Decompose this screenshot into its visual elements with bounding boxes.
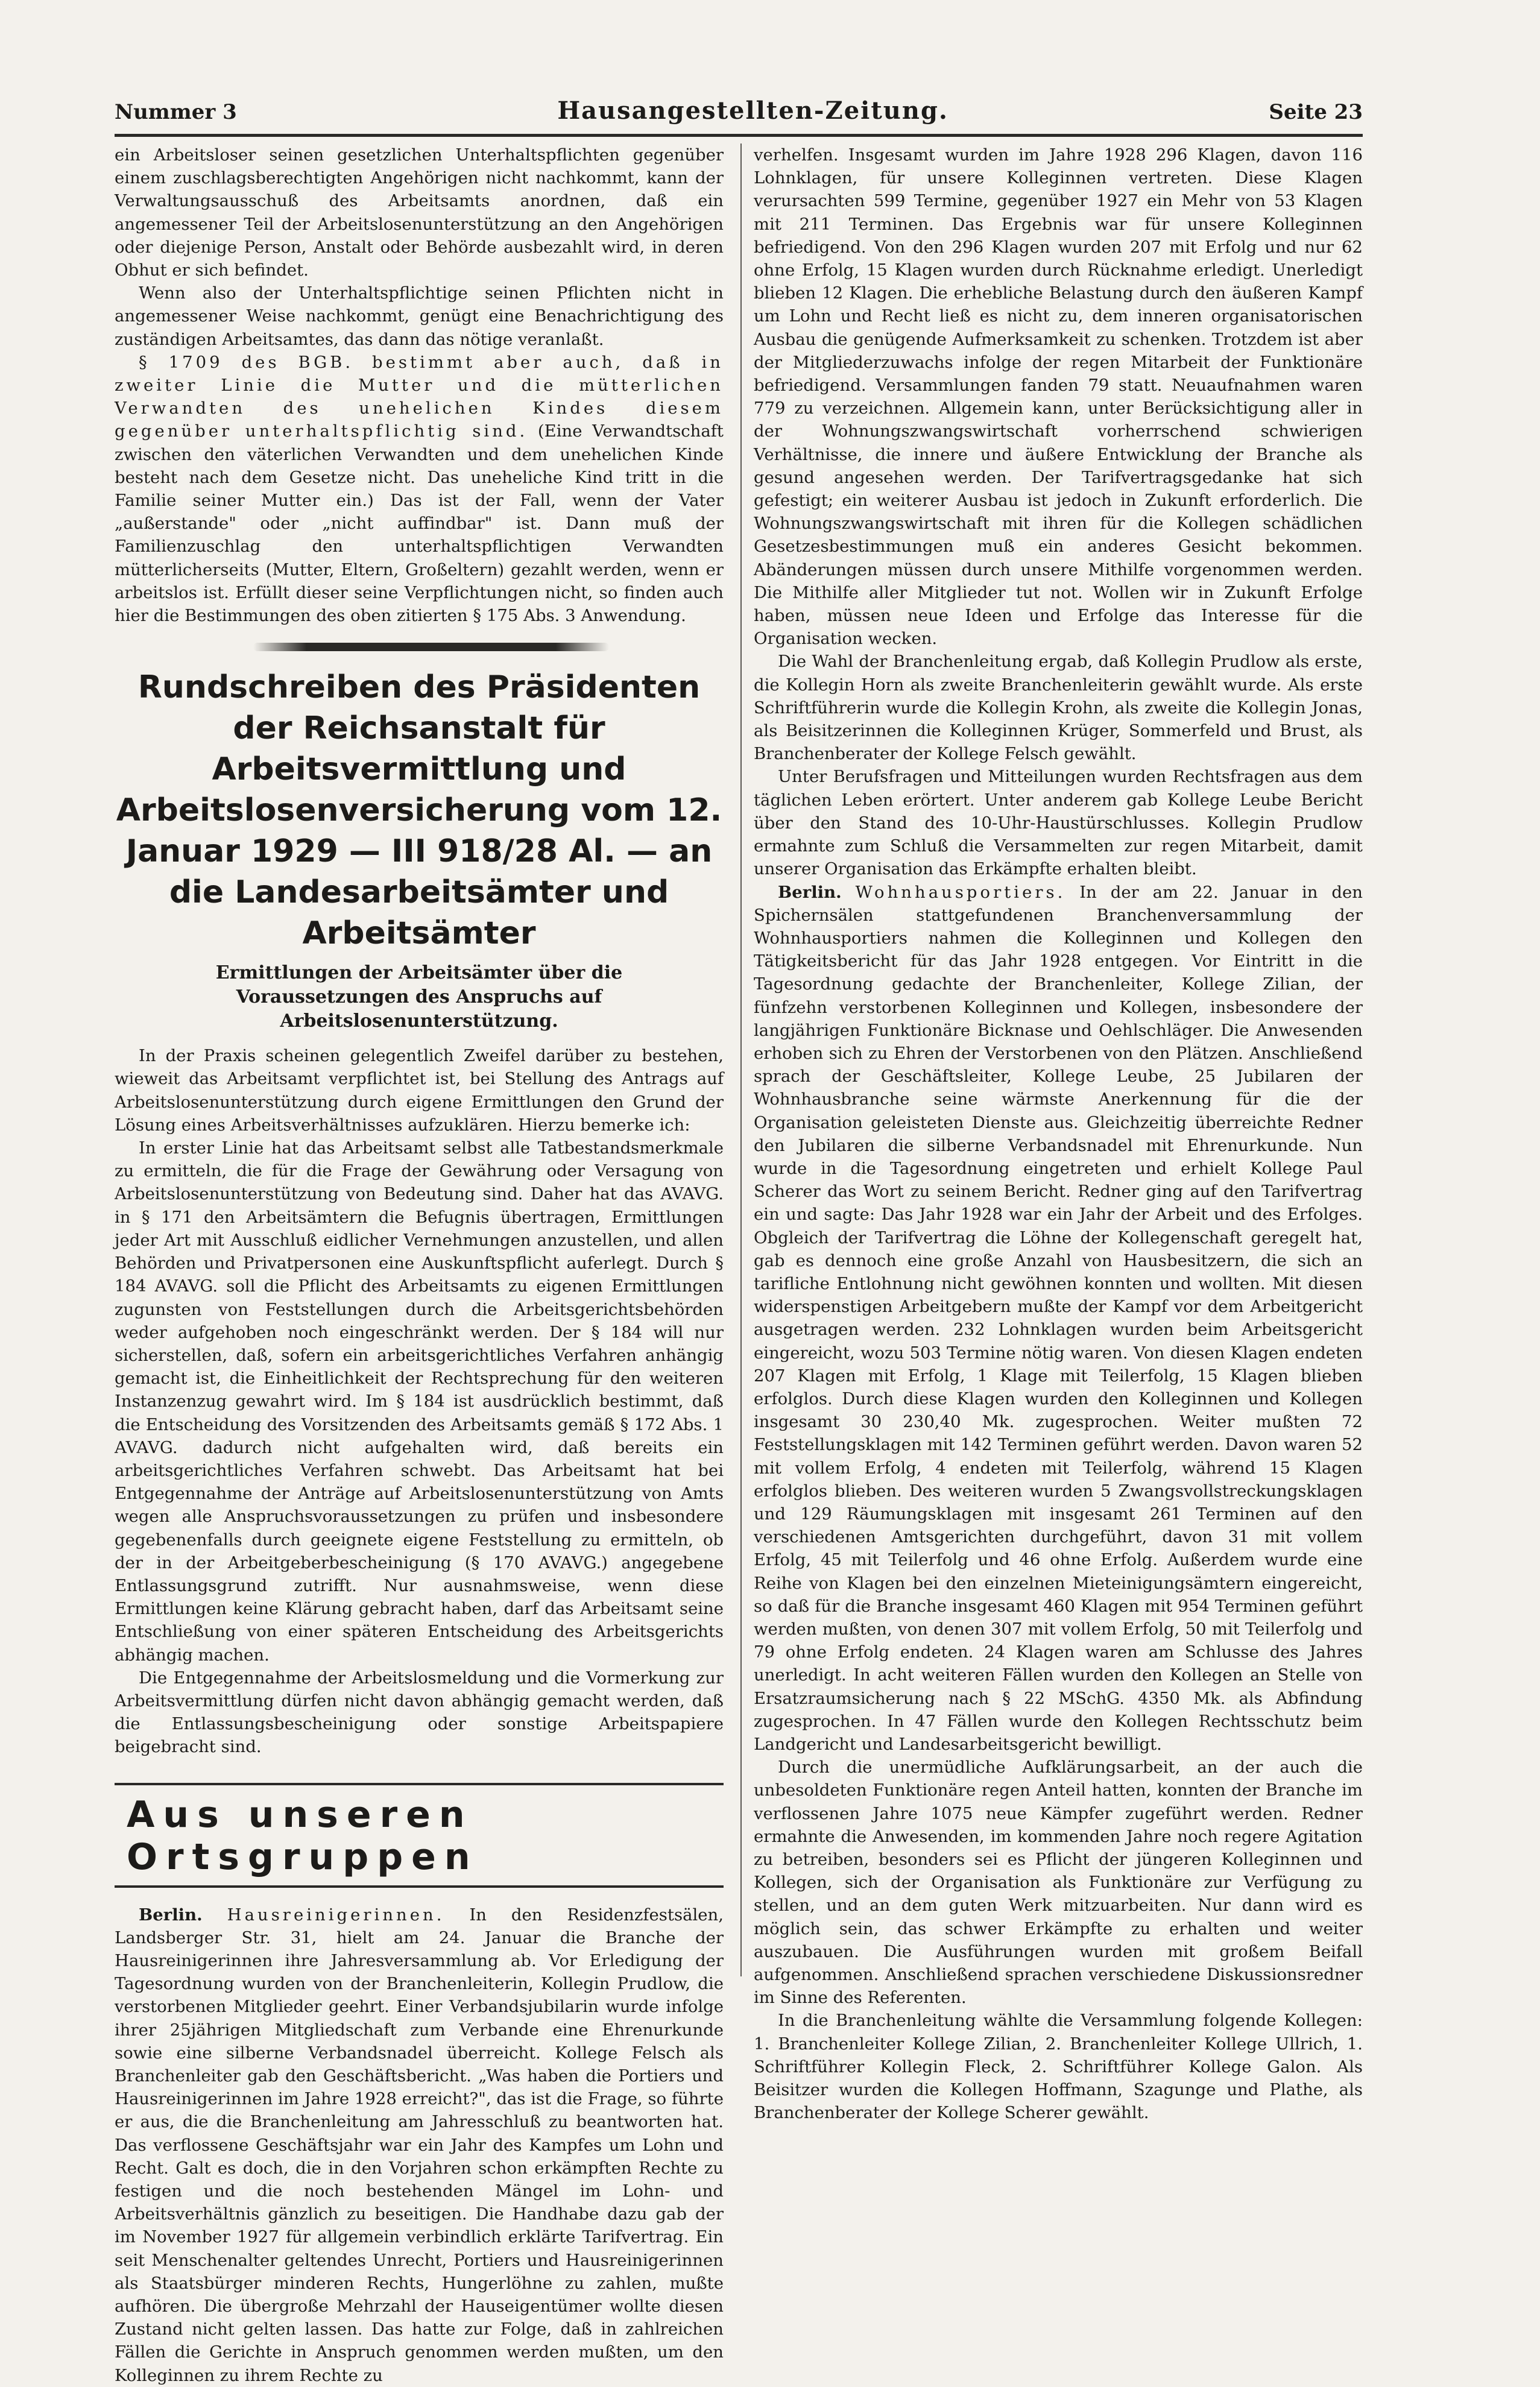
paragraph: Durch die unermüdliche Aufklärungsarbeit, an der auch die unbesoldeten Funktionäre regen Anteil hatten, konnten der Branche im verflossenen Jahre 1075 neue Kämpfer zugeführt werden. Redner ermahnte die Anwesenden, im kommenden Jahre noch regere Agitation zu betreiben, besonders sei es Pflicht der jüngeren Kolleginnen und Kollegen, sich der Organisation als Funktionäre zur Verfügung zu stellen, und an dem guten Werk mitzuarbeiten. Nur dann wird es möglich sein, das schwer Erkämpfte zu erhalten und weiter auszubauen. Die Ausführungen wurden mit großem Beifall aufgenommen. Anschließend sprachen verschiedene Diskussionsredner im Sinne des Referenten. (754, 1758, 1363, 2008)
issue-number: Nummer 3 (115, 100, 237, 124)
spaced-text: § 1709 des BGB. bestimmt aber auch, daß in zweiter Linie die Mutter und die mütterlichen Verwandten des unehelichen Kindes diesem gegenüber unterhaltspflichtig sind. (115, 352, 724, 441)
paragraph: Wenn also der Unterhaltspflichtige seinen Pflichten nicht in angemessener Weise nachkommt, genügt eine Benachrichtigung des zuständigen Arbeitsamtes, das dann das nötige veranlaßt. (115, 283, 724, 349)
branch-label: Wohnhausportiers. (855, 882, 1066, 902)
paragraph: In erster Linie hat das Arbeitsamt selbst alle Tatbestandsmerkmale zu ermitteln, die für die Frage der Gewährung oder Versagung von Arbeitslosenunterstützung von Bedeutung sind. Daher hat das AVAVG. in § 171 den Arbeitsämtern die Befugnis übertragen, Ermittlungen jeder Art mit Ausschluß eidlicher Vernehmungen anzustellen, und allen Behörden und Privatpersonen eine Auskunftspflicht auferlegt. Durch § 184 AVAVG. soll die Pflicht des Arbeitsamts zu eigenen Ermittlungen zugunsten von Feststellungen durch die Arbeitsgerichtsbehörden weder aufgehoben noch eingeschränkt werden. Der § 184 will nur sicherstellen, daß, sofern ein arbeitsgerichtliches Verfahren anhängig gemacht ist, die Einheitlichkeit der Rechtsprechung für den weiteren Instanzenzug gewahrt wird. Im § 184 ist ausdrücklich bestimmt, daß die Entscheidung des Vorsitzenden des Arbeitsamts gemäß § 172 Abs. 1 AVAVG. dadurch nicht aufgehalten wird, daß bereits ein arbeitsgerichtliches Verfahren schwebt. Das Arbeitsamt hat bei Entgegennahme der Anträge auf Arbeitslosenunterstützung von Amts wegen alle Anspruchsvoraussetzungen zu prüfen und insbesondere gegebenenfalls durch geeignete eigene Feststellung zu ermitteln, ob der in der Arbeitgeberbescheinigung (§ 170 AVAVG.) angegebene Entlassungsgrund zutrifft. Nur ausnahmsweise, wenn diese Ermittlungen keine Klärung gebracht haben, darf das Arbeitsamt seine Entschließung von einer späteren Entscheidung des Arbeitsgerichts abhängig machen. (115, 1138, 724, 1665)
column-divider (740, 143, 742, 1976)
paragraph (115, 351, 724, 627)
branch-label: Hausreinigerinnen. (227, 1905, 445, 1925)
paragraph: Die Wahl der Branchenleitung ergab, daß Kollegin Prudlow als erste, die Kollegin Horn als zweite Branchenleiterin gewählt wurde. Als erste Schriftführerin wurde die Kollegin Krohn, als zweite die Kollegin Jonas, als Beisitzerinnen die Kolleginnen Krüger, Sommerfeld und Brust, als Branchenberater der Kollege Felsch gewählt. (754, 652, 1363, 764)
paragraph-text: In den Residenzfestsälen, Landsberger Str. 31, hielt am 24. Januar die Branche der Hausreinigerinnen ihre Jahresversammlung ab. Vor Erledigung der Tagesordnung wurden von der Branchenleiterin, Kollegin Prudlow, die verstorbenen Mitglieder geehrt. Einer Verbandsjubilarin wurde infolge ihrer 25jährigen Mitgliedschaft zum Verbande eine Ehrenurkunde sowie eine silberne Verbandsnadel überreicht. Kollege Felsch als Branchenleiter gab den Geschäftsbericht. „Was haben die Portiers und Hausreinigerinnen im Jahre 1928 erreicht?", das ist die Frage, so führte er aus, die die Branchenleitung am Jahresschluß zu beantworten hat. Das verflossene Geschäftsjahr war ein Jahr des Kampfes um Lohn und Recht. Galt es doch, die in den Vorjahren schon erkämpften Rechte zu festigen und die noch bestehenden Mängel im Lohn- und Arbeitsverhältnis gänzlich zu beseitigen. Die Handhabe dazu gab der im November 1927 für allgemein verbindlich erklärte Tarifvertrag. Ein seit Menschenalter geltendes Unrecht, Portiers und Hausreinigerinnen als Staatsbürger minderen Rechts, Hungerlöhne zu zahlen, mußte aufhören. Die übergroße Mehrzahl der Hauseigentümer wollte diesen Zustand nicht gelten lassen. Das hatte zur Folge, daß in zahlreichen Fällen die Gerichte in Anspruch genommen werden mußten, um den Kolleginnen zu ihrem Rechte zu (115, 1905, 724, 2385)
paragraph: Die Entgegennahme der Arbeitslosmeldung und die Vormerkung zur Arbeitsvermittlung dürfen nicht davon abhängig gemacht werden, daß die Entlassungsbescheinigung oder sonstige Arbeitspapiere beigebracht sind. (115, 1668, 724, 1757)
paragraph: In der Praxis scheinen gelegentlich Zweifel darüber zu bestehen, wieweit das Arbeitsamt verpflichtet ist, bei Stellung des Antrags auf Arbeitslosenunterstützung durch eigene Ermittlungen den Grund der Lösung eines Arbeitsverhältnisses aufzuklären. Hierzu bemerke ich: (115, 1046, 724, 1135)
newspaper-title: Hausangestellten-Zeitung. (557, 96, 948, 125)
paragraph: In die Branchenleitung wählte die Versammlung folgende Kollegen: 1. Branchenleiter Kollege Zilian, 2. Branchenleiter Kollege Ullrich, 1. Schriftführer Kollegin Fleck, 2. Schriftführer Kollege Galon. Als Beisitzer wurden die Kollegen Hoffmann, Szagunge und Plathe, als Branchenberater der Kollege Scherer gewählt. (754, 2011, 1363, 2123)
left-column (115, 143, 724, 2387)
page-number: Seite 23 (1269, 100, 1363, 124)
article-subheading: Ermittlungen der Arbeitsämter über die Voraussetzungen des Anspruchs auf Arbeitslosenunterstützung. (215, 962, 623, 1032)
header-rule (115, 134, 1363, 137)
city-label: Berlin. (778, 882, 842, 902)
paragraph: verhelfen. Insgesamt wurden im Jahre 1928 296 Klagen, davon 116 Lohnklagen, für unsere Kolleginnen vertreten. Diese Klagen verursachten 599 Termine, gegenüber 1927 ein Mehr von 53 Klagen mit 211 Terminen. Das Ergebnis war für unsere Kolleginnen befriedigend. Von den 296 Klagen wurden 207 mit Erfolg und nur 62 ohne Erfolg, 15 Klagen wurden durch Rücknahme erledigt. Unerledigt blieben 12 Klagen. Die erhebliche Belastung durch den äußeren Kampf um Lohn und Recht ließ es nicht zu, dem inneren organisatorischen Ausbau die genügende Aufmerksamkeit zu schenken. Trotzdem ist aber der Mitgliederzuwachs infolge der regen Mitarbeit der Funktionäre befriedigend. Versammlungen fanden 79 statt. Neuaufnahmen waren 779 zu verzeichnen. Allgemein kann, unter Berücksichtigung aller in der Wohnungszwangswirtschaft vorherrschend schwierigen Verhältnisse, die innere und äußere Entwicklung der Branche als gesund angesehen werden. Der Tarifvertragsgedanke hat sich gefestigt; ein weiterer Ausbau ist jedoch in Zukunft erforderlich. Die Wohnungszwangswirtschaft mit ihren für die Kollegen schädlichen Gesetzesbestimmungen muß ein anderes Gesicht bekommen. Abänderungen müssen durch unsere Mithilfe vorgenommen werden. Die Mithilfe aller Mitglieder tut not. Wollen wir in Zukunft Erfolge haben, müssen neue Ideen und Erfolge das Interesse für die Organisation wecken. (754, 145, 1363, 649)
paragraph: ein Arbeitsloser seinen gesetzlichen Unterhaltspflichten gegenüber einem zuschlagsberechtigten Angehörigen nicht nachkommt, kann der Verwaltungsausschuß des Arbeitsamts anordnen, daß ein angemessener Teil der Arbeitslosenunterstützung an den Angehörigen oder diejenige Person, Anstalt oder Behörde ausbezahlt wird, in deren Obhut er sich befindet. (115, 145, 724, 280)
paragraph: Unter Berufsfragen und Mitteilungen wurden Rechtsfragen aus dem täglichen Leben erörtert. Unter anderem gab Kollege Leube Bericht über den Stand des 10-Uhr-Haustürschlusses. Kollegin Prudlow ermahnte zum Schluß die Versammelten zur regen Mitarbeit, damit unserer Organisation das Erkämpfte erhalten bleibt. (754, 767, 1363, 879)
page-header (115, 96, 1363, 133)
paragraph (115, 1903, 724, 2387)
paragraph (754, 881, 1363, 1756)
city-label: Berlin. (139, 1905, 203, 1925)
right-column (754, 143, 1363, 2124)
paragraph-text: (Eine Verwandtschaft zwischen den väterlichen Verwandten und dem unehelichen Kinde besteht nach dem Gesetze nicht. Das uneheliche Kind tritt in die Familie seiner Mutter ein.) Das ist der Fall, wenn der Vater „außerstande" oder „nicht auffindbar" ist. Dann muß der Familienzuschlag den unterhaltspflichtigen Verwandten mütterlicherseits (Mutter, Eltern, Großeltern) gezahlt werden, wenn er arbeitslos ist. Erfüllt dieser seine Verpflichtungen nicht, so finden auch hier die Bestimmungen des oben zitierten § 175 Abs. 3 Anwendung. (115, 421, 724, 626)
section-heading: Aus unseren Ortsgruppen (115, 1783, 724, 1888)
decorative-separator (253, 643, 609, 651)
article-heading: Rundschreiben des Präsidenten der Reichsanstalt für Arbeitsvermittlung und Arbeitslosenversicherung vom 12. Januar 1929 — III 918/28 Al. — an die Landesarbeitsämter und Arbeitsämter (116, 669, 722, 952)
paragraph-text: In der am 22. Januar in den Spichernsälen stattgefundenen Branchenversammlung der Wohnhausportiers nahmen die Kolleginnen und Kollegen den Tätigkeitsbericht für das Jahr 1928 entgegen. Vor Eintritt in die Tagesordnung gedachte der Branchenleiter, Kollege Zilian, der fünfzehn verstorbenen Kolleginnen und Kollegen, insbesondere der langjährigen Funktionäre Bicknase und Oehlschläger. Die Anwesenden erhoben sich zu Ehren der Verstorbenen von den Plätzen. Anschließend sprach der Geschäftsleiter, Kollege Leube, 25 Jubilaren der Wohnhausbranche seine wärmste Anerkennung für die der Organisation geleisteten Dienste aus. Gleichzeitig überreichte Redner den Jubilaren die silberne Verbandsnadel mit Ehrenurkunde. Nun wurde in die Tagesordnung eingetreten und erhielt Kollege Paul Scherer das Wort zu seinem Bericht. Redner ging auf den Tarifvertrag ein und sagte: Das Jahr 1928 war ein Jahr der Arbeit und des Erfolges. Obgleich der Tarifvertrag die Löhne der Kollegenschaft geregelt hat, gab es dennoch eine große Anzahl von Hausbesitzern, die sich an tarifliche Entlohnung nicht gewöhnen konnten und wollten. Mit diesen widerspenstigen Arbeitgebern mußte der Kampf vor dem Arbeitgericht ausgetragen werden. 232 Lohnklagen wurden beim Arbeitsgericht eingereicht, wozu 503 Termine nötig waren. Von diesen Klagen endeten 207 Klagen mit Erfolg, 1 Klage mit Teilerfolg, 15 Klagen blieben erfolglos. Durch diese Klagen wurden den Kolleginnen und Kollegen insgesamt 30 230,40 Mk. zugesprochen. Weiter mußten 72 Feststellungsklagen mit 142 Terminen geführt werden. Davon waren 52 mit vollem Erfolg, 4 endeten mit Teilerfolg, während 15 Klagen erfolglos blieben. Des weiteren wurden 5 Zwangsvollstreckungsklagen und 129 Räumungsklagen mit insgesamt 261 Terminen auf den verschiedenen Amtsgerichten durchgeführt, davon 31 mit vollem Erfolg, 45 mit Teilerfolg und 46 ohne Erfolg. Außerdem wurde eine Reihe von Klagen bei den einzelnen Mieteinigungsämtern eingereicht, so daß für die Branche insgesamt 460 Klagen mit 954 Terminen geführt werden mußten, von denen 307 mit vollem Erfolg, 50 mit Teilerfolg und 79 ohne Erfolg endeten. 24 Klagen waren am Schlusse des Jahres unerledigt. In acht weiteren Fällen wurden den Kollegen an Stelle von Ersatzraumsicherung nach § 22 MSchG. 4350 Mk. als Abfindung zugesprochen. In 47 Fällen wurde den Kollegen Rechtsschutz beim Landgericht und Landesarbeitsgericht bewilligt. (754, 882, 1363, 1755)
